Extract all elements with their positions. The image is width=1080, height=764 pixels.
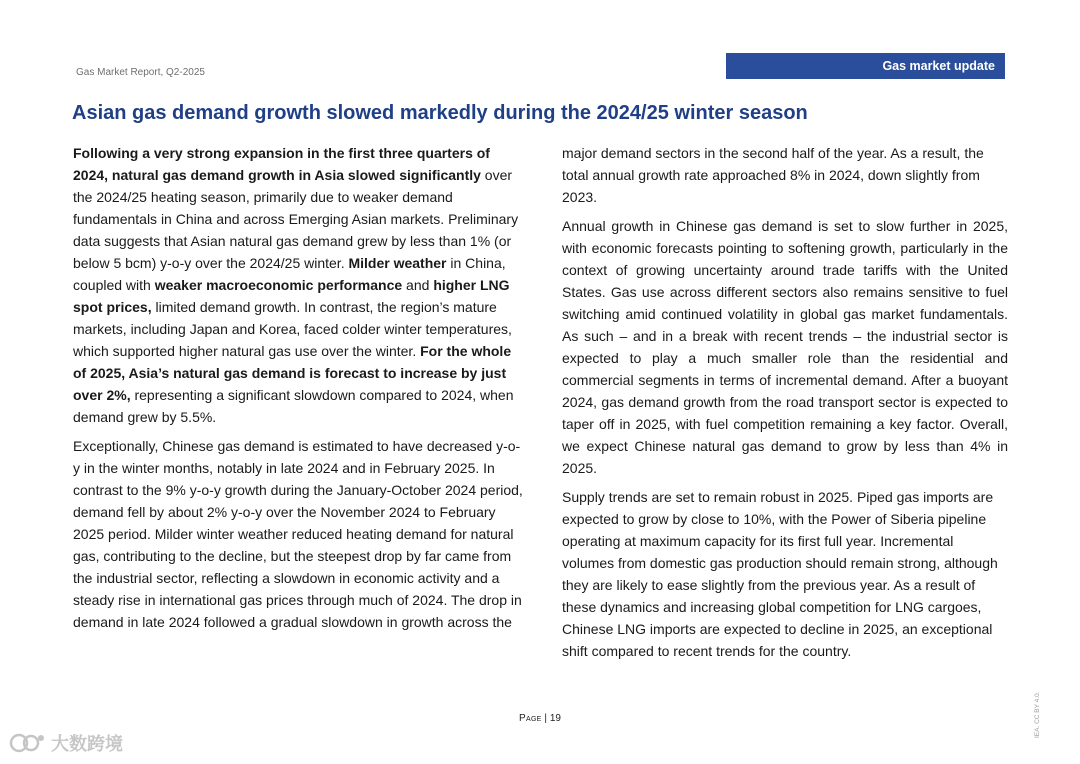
bold-text: higher LNG spot prices, — [73, 277, 510, 315]
page-headline: Asian gas demand growth slowed markedly during the 2024/25 winter season — [72, 102, 808, 124]
bold-text: weaker macroeconomic performance — [154, 277, 403, 293]
left-paragraph-2: Exceptionally, Chinese gas demand is estimated to have decreased y-o-y in the winter months, notably in late 2024 and in February 2025. In contrast to the 9% y-o-y growth during the January-October 2024 period, demand fell by about 2% y-o-y over the November 2024 to February 2025 period. Milder winter weather reduced heating demand for natural gas, contributing to the decline, but the steepest drop by far came from the industrial sector, reflecting a slowdown in economic activity and a steady rise in international gas prices through much of 2024. The drop in demand in late 2024 followed a gradual slowdown in growth across the — [73, 438, 523, 630]
body-text: representing a significant slowdown compared to 2024, when demand grew by 5.5%. — [73, 387, 514, 425]
page-label: Page — [519, 713, 542, 724]
report-title: Gas Market Report, Q2-2025 — [76, 67, 205, 78]
watermark — [8, 732, 123, 754]
license-note: IEA. CC BY 4.0. — [1034, 691, 1041, 738]
bold-text: Following a very strong expansion in the first three quarters of 2024, natural gas demand growth in Asia slowed significantly — [73, 145, 490, 183]
page-separator: | — [541, 713, 550, 724]
body-text: limited demand growth. In contrast, the region’s mature markets, including Japan and Korea, faced colder winter temperatures, which supported higher natural gas use over the winter. — [73, 299, 512, 359]
body-text: in China, coupled with — [73, 255, 506, 293]
bold-text: For the whole of 2025, Asia’s natural gas demand is forecast to increase by just over 2%, — [73, 343, 512, 403]
bold-text: Milder weather — [348, 255, 447, 271]
section-badge — [726, 53, 1005, 79]
right-paragraph-1: major demand sectors in the second half of the year. As a result, the total annual growth rate approached 8% in 2024, down slightly from 2023. — [562, 145, 984, 205]
watermark-text: 大数跨境 — [51, 734, 123, 754]
page-number — [519, 713, 561, 724]
right-column — [562, 142, 1008, 669]
left-paragraph-1 — [73, 142, 523, 428]
body-text: and — [402, 277, 434, 293]
watermark-logo-icon — [8, 732, 48, 754]
left-column — [73, 142, 523, 640]
section-badge-label: Gas market update — [882, 59, 995, 73]
page-number-value: 19 — [549, 713, 561, 724]
body-text: over the 2024/25 heating season, primarily due to weaker demand fundamentals in China and across Emerging Asian markets. Preliminary data suggests that Asian natural gas demand grew by less than 1% (or below 5 bcm) y-o-y over the 2024/25 winter. — [73, 167, 519, 271]
right-paragraph-3: Supply trends are set to remain robust in 2025. Piped gas imports are expected to grow by close to 10%, with the Power of Siberia pipeline operating at maximum capacity for its first full year. Incremental volumes from domestic gas production should remain strong, although they are likely to ease slightly from the previous year. As a result of these dynamics and increasing global competition for LNG cargoes, Chinese LNG imports are expected to decline in 2025, an exceptional shift compared to recent trends for the country. — [562, 489, 998, 659]
right-paragraph-2: Annual growth in Chinese gas demand is set to slow further in 2025, with economic forecasts pointing to softening growth, particularly in the context of growing uncertainty around trade tariffs with the United States. Gas use across different sectors also remains sensitive to fuel switching amid continued volatility in global gas market fundamentals. As such – and in a break with recent trends – the industrial sector is expected to play a much smaller role than the residential and commercial segments in terms of incremental demand. After a buoyant 2024, gas demand growth from the road transport sector is expected to taper off in 2025, with fuel competition remaining a key factor. Overall, we expect Chinese natural gas demand to grow by less than 4% in 2025. — [562, 218, 1008, 476]
